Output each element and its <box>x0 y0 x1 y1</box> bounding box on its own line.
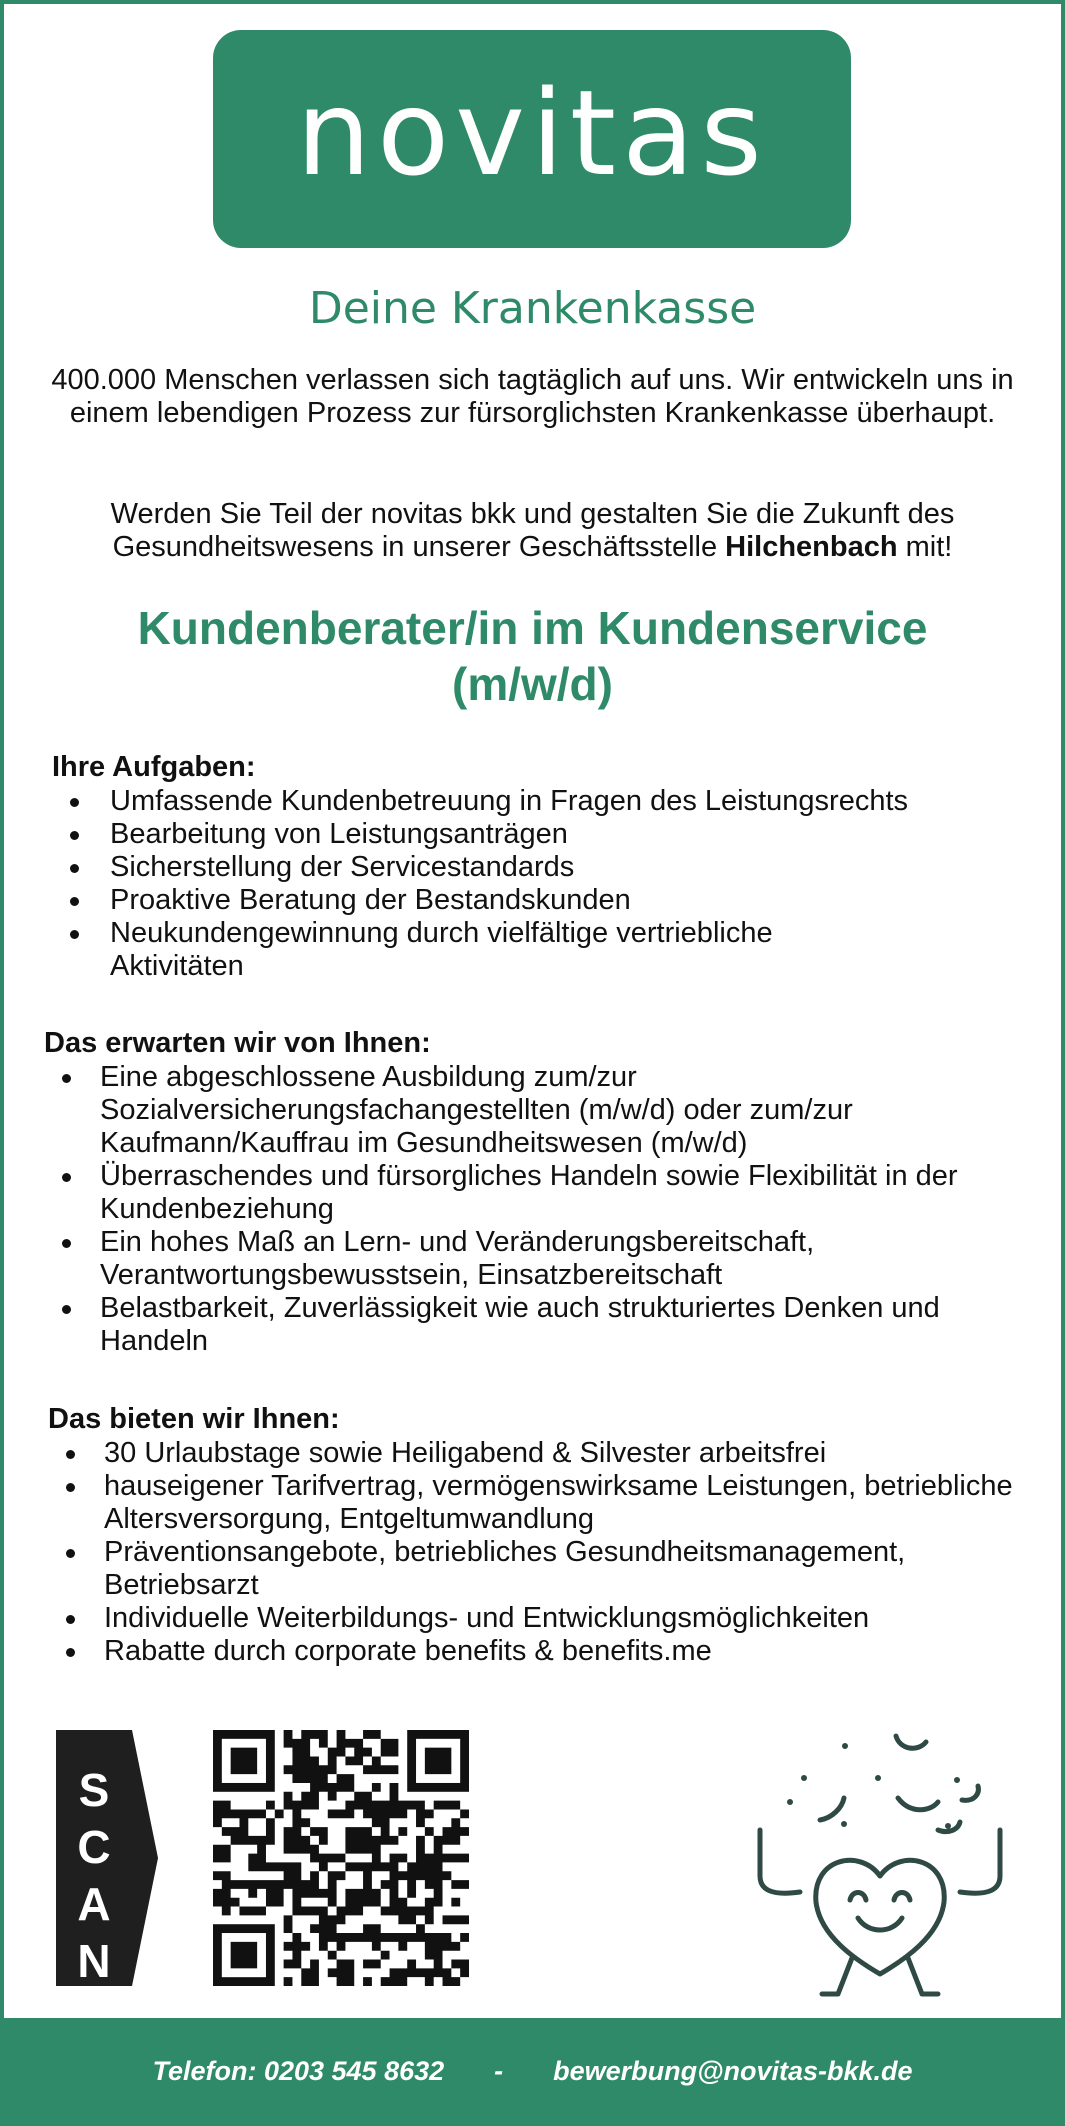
list-item: Belastbarkeit, Zuverlässigkeit wie auch strukturiertes Denken und Handeln <box>44 1292 1049 1358</box>
scan-letter: S <box>78 1764 110 1816</box>
list-item: Bearbeitung von Leistungsanträgen <box>52 818 1052 851</box>
qr-code-icon[interactable] <box>213 1730 469 1986</box>
bullet-icon <box>66 1450 75 1459</box>
list-item: 30 Urlaubstage sowie Heiligabend & Silvester arbeitsfrei <box>48 1437 1053 1470</box>
heart-mascot-icon <box>752 1728 1008 2004</box>
bullet-icon <box>66 1615 75 1624</box>
bullet-icon <box>62 1239 71 1248</box>
list-item: Individuelle Weiterbildungs- und Entwicklungsmöglichkeiten <box>48 1602 1053 1635</box>
requirements-list <box>44 1061 1049 1358</box>
bullet-icon <box>70 864 79 873</box>
footer-contact <box>0 2055 1065 2087</box>
logo-text: novitas <box>296 64 768 202</box>
bullet-icon <box>62 1074 71 1083</box>
intro-suffix: mit! <box>897 531 953 563</box>
bullet-icon <box>62 1305 71 1314</box>
job-title-line-2: (m/w/d) <box>452 658 613 710</box>
phone-link[interactable]: Telefon: 0203 545 8632 <box>152 2056 445 2086</box>
requirements-heading: Das erwarten wir von Ihnen: <box>44 1027 431 1059</box>
requirements-section <box>44 1026 1049 1358</box>
tasks-section <box>52 750 1052 983</box>
bullet-icon <box>66 1549 75 1558</box>
email-link[interactable]: bewerbung@novitas-bkk.de <box>553 2056 913 2086</box>
benefits-heading: Das bieten wir Ihnen: <box>48 1403 340 1435</box>
tasks-list <box>52 785 1052 983</box>
intro-text: Werden Sie Teil der novitas bkk und gestalten Sie die Zukunft des Gesundheitswesens in unserer Geschäftsstelle <box>110 498 955 563</box>
list-item: Überraschendes und fürsorgliches Handeln sowie Flexibilität in der Kundenbeziehung <box>44 1160 1049 1226</box>
scan-letter: C <box>77 1821 111 1873</box>
bullet-icon <box>66 1648 75 1657</box>
list-item: Ein hohes Maß an Lern- und Veränderungsbereitschaft, Verantwortungsbewusstsein, Einsatzbereitschaft <box>44 1226 1049 1292</box>
bullet-icon <box>70 798 79 807</box>
bullet-icon <box>62 1173 71 1182</box>
job-title <box>0 600 1065 712</box>
bullet-icon <box>66 1483 75 1492</box>
footer-separator: - <box>494 2056 504 2086</box>
bullet-icon <box>70 897 79 906</box>
job-title-line-1: Kundenberater/in im Kundenservice <box>137 602 928 654</box>
list-item: Sicherstellung der Servicestandards <box>52 851 1052 884</box>
list-item: Neukundengewinnung durch vielfältige vertriebliche Aktivitäten <box>52 917 1052 983</box>
list-item: Präventionsangebote, betriebliches Gesundheitsmanagement, Betriebsarzt <box>48 1536 1053 1602</box>
novitas-logo <box>213 30 851 248</box>
tagline: Deine Krankenkasse <box>308 283 757 334</box>
list-item: Rabatte durch corporate benefits & benefits.me <box>48 1635 1053 1668</box>
intro-paragraph-1: 400.000 Menschen verlassen sich tagtäglich auf uns. Wir entwickeln uns in einem lebendigen Prozess zur fürsorglichsten Krankenkasse überhaupt. <box>51 364 1014 429</box>
tasks-heading: Ihre Aufgaben: <box>52 751 256 783</box>
benefits-section <box>48 1402 1053 1668</box>
intro-paragraph-2 <box>14 498 1051 564</box>
location-name: Hilchenbach <box>725 531 898 563</box>
list-item: Proaktive Beratung der Bestandskunden <box>52 884 1052 917</box>
scan-label <box>56 1762 132 1990</box>
bullet-icon <box>70 930 79 939</box>
list-item: hauseigener Tarifvertrag, vermögenswirksame Leistungen, betriebliche Altersversorgung, Entgeltumwandlung <box>48 1470 1053 1536</box>
benefits-list <box>48 1437 1053 1668</box>
bullet-icon <box>70 831 79 840</box>
list-item: Eine abgeschlossene Ausbildung zum/zur Sozialversicherungsfachangestellten (m/w/d) oder zum/zur Kaufmann/Kauffrau im Gesundheitswesen (m/w/d) <box>44 1061 1049 1160</box>
scan-letter: A <box>77 1878 111 1930</box>
scan-letter: N <box>77 1935 111 1987</box>
list-item: Umfassende Kundenbetreuung in Fragen des Leistungsrechts <box>52 785 1052 818</box>
